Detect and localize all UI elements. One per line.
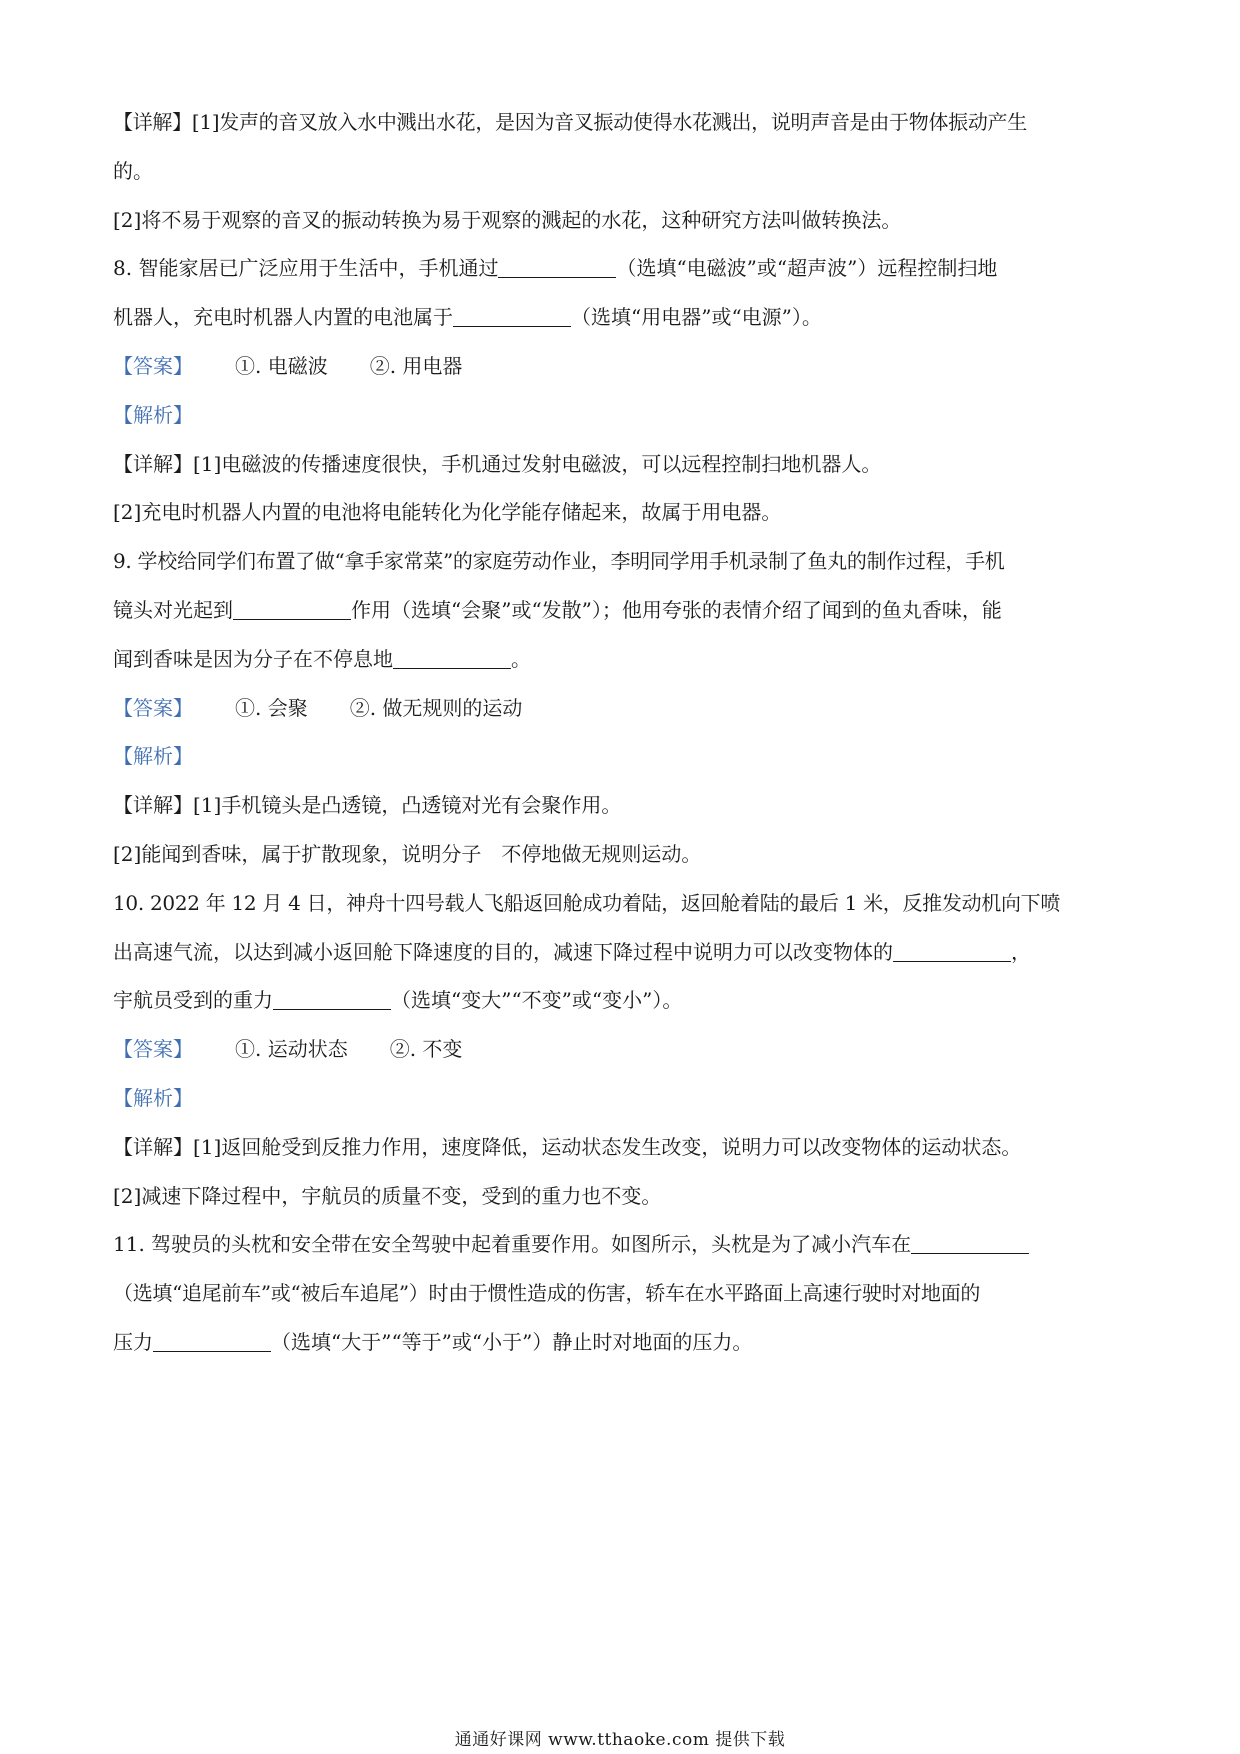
question-text: 10. 2022 年 12 月 4 日，神舟十四号载人飞船返回舱成功着陆，返回舱着陆的最后 1 米，反推发动机向下喷: [113, 890, 1061, 915]
q9-question-line-2: [113, 586, 1133, 635]
q11-question-line-2: [113, 1269, 1133, 1318]
q10-question-line-2: [113, 928, 1133, 977]
answer-blank: [911, 1235, 1029, 1254]
question-text: 。: [511, 646, 531, 671]
q9-analysis: [113, 732, 1133, 781]
question-text: （选填“电磁波”或“超声波”）远程控制扫地: [616, 256, 998, 281]
detail-text: [1]手机镜头是凸透镜，凸透镜对光有会聚作用。: [193, 793, 622, 818]
question-text: 闻到香味是因为分子在不停息地: [113, 646, 393, 671]
question-text: 压力: [113, 1329, 153, 1354]
q8-analysis: [113, 391, 1133, 440]
q8-answer: [113, 342, 1133, 391]
page-footer: 通通好课网 www.tthaoke.com 提供下载: [454, 1730, 786, 1750]
answer-blank: [153, 1333, 271, 1352]
answer-blank: [393, 650, 511, 669]
answer-blank: [498, 259, 616, 278]
question-text: 作用（选填“会聚”或“发散”）；他用夸张的表情介绍了闻到的鱼丸香味，能: [351, 597, 1002, 622]
answer-blank: [893, 943, 1011, 962]
detail-text: [1]电磁波的传播速度很快，手机通过发射电磁波，可以远程控制扫地机器人。: [193, 451, 882, 476]
question-text: 8. 智能家居已广泛应用于生活中，手机通过: [113, 256, 499, 281]
answer-item-2: ②. 用电器: [369, 353, 463, 378]
q7-detail-line-2: [113, 147, 1133, 196]
question-text: （选填“大于”“等于”或“小于”）静止时对地面的压力。: [271, 1329, 753, 1354]
question-text: 机器人，充电时机器人内置的电池属于: [113, 305, 453, 330]
question-text: （选填“变大”“不变”或“变小”）。: [391, 988, 683, 1013]
detail-tag: 【详解】: [113, 1134, 193, 1159]
q7-detail-line-3: [113, 196, 1133, 245]
q7-detail-line-1: [113, 98, 1133, 147]
answer-tag: 【答案】: [113, 695, 193, 720]
analysis-tag: 【解析】: [113, 402, 193, 427]
question-text: 宇航员受到的重力: [113, 988, 273, 1013]
analysis-tag: 【解析】: [113, 744, 193, 769]
answer-item-1: ①. 会聚: [235, 695, 308, 720]
q8-question-line-2: [113, 293, 1133, 342]
answer-tag: 【答案】: [113, 1037, 193, 1062]
detail-text: 的。: [113, 158, 153, 183]
question-text: 出高速气流，以达到减小返回舱下降速度的目的，减速下降过程中说明力可以改变物体的: [113, 939, 893, 964]
q11-question-line-1: [113, 1220, 1133, 1269]
question-text: 9. 学校给同学们布置了做“拿手家常菜”的家庭劳动作业，李明同学用手机录制了鱼丸的制作过程，手机: [113, 549, 1005, 574]
question-text: ，: [1011, 939, 1031, 964]
q10-detail-line-1: [113, 1123, 1133, 1172]
question-text: （选填“用电器”或“电源”）。: [571, 305, 822, 330]
answer-item-2: ②. 不变: [389, 1037, 463, 1062]
detail-text: [1]发声的音叉放入水中溅出水花，是因为音叉振动使得水花溅出，说明声音是由于物体振动产生: [191, 110, 1027, 134]
document-page: [113, 98, 1133, 1367]
q10-analysis: [113, 1074, 1133, 1123]
q11-question-line-3: [113, 1318, 1133, 1367]
detail-tag: 【详解】: [113, 793, 193, 818]
answer-item-2: ②. 做无规则的运动: [349, 695, 523, 720]
detail-text: [1]返回舱受到反推力作用，速度降低，运动状态发生改变，说明力可以改变物体的运动状态。: [193, 1134, 1022, 1159]
detail-text: [2]减速下降过程中，宇航员的质量不变，受到的重力也不变。: [113, 1183, 662, 1208]
answer-blank: [273, 991, 391, 1010]
detail-tag: 【详解】: [113, 451, 193, 476]
q9-answer: [113, 684, 1133, 733]
q10-answer: [113, 1025, 1133, 1074]
answer-blank: [453, 308, 571, 327]
q9-question-line-3: [113, 635, 1133, 684]
q10-question-line-1: [113, 879, 1133, 928]
q9-detail-line-2: [113, 830, 1133, 879]
question-text: 镜头对光起到: [113, 597, 233, 622]
q8-detail-line-1: [113, 440, 1133, 489]
q10-detail-line-2: [113, 1172, 1133, 1221]
detail-text: [2]充电时机器人内置的电池将电能转化为化学能存储起来，故属于用电器。: [113, 500, 782, 525]
answer-item-1: ①. 运动状态: [235, 1037, 348, 1062]
question-text: 11. 驾驶员的头枕和安全带在安全驾驶中起着重要作用。如图所示，头枕是为了减小汽车在: [113, 1232, 912, 1257]
detail-text: [2]能闻到香味，属于扩散现象，说明分子 不停地做无规则运动。: [113, 841, 702, 866]
detail-text: [2]将不易于观察的音叉的振动转换为易于观察的溅起的水花，这种研究方法叫做转换法。: [113, 207, 902, 232]
q8-detail-line-2: [113, 488, 1133, 537]
q8-question-line-1: [113, 244, 1133, 293]
q9-detail-line-1: [113, 781, 1133, 830]
answer-tag: 【答案】: [113, 353, 193, 378]
detail-tag: 【详解】: [113, 110, 192, 134]
q10-question-line-3: [113, 976, 1133, 1025]
q9-question-line-1: [113, 537, 1133, 586]
question-text: （选填“追尾前车”或“被后车追尾”）时由于惯性造成的伤害，轿车在水平路面上高速行驶时对地面的: [113, 1281, 981, 1306]
answer-blank: [233, 601, 351, 620]
analysis-tag: 【解析】: [113, 1085, 193, 1110]
answer-item-1: ①. 电磁波: [235, 353, 328, 378]
